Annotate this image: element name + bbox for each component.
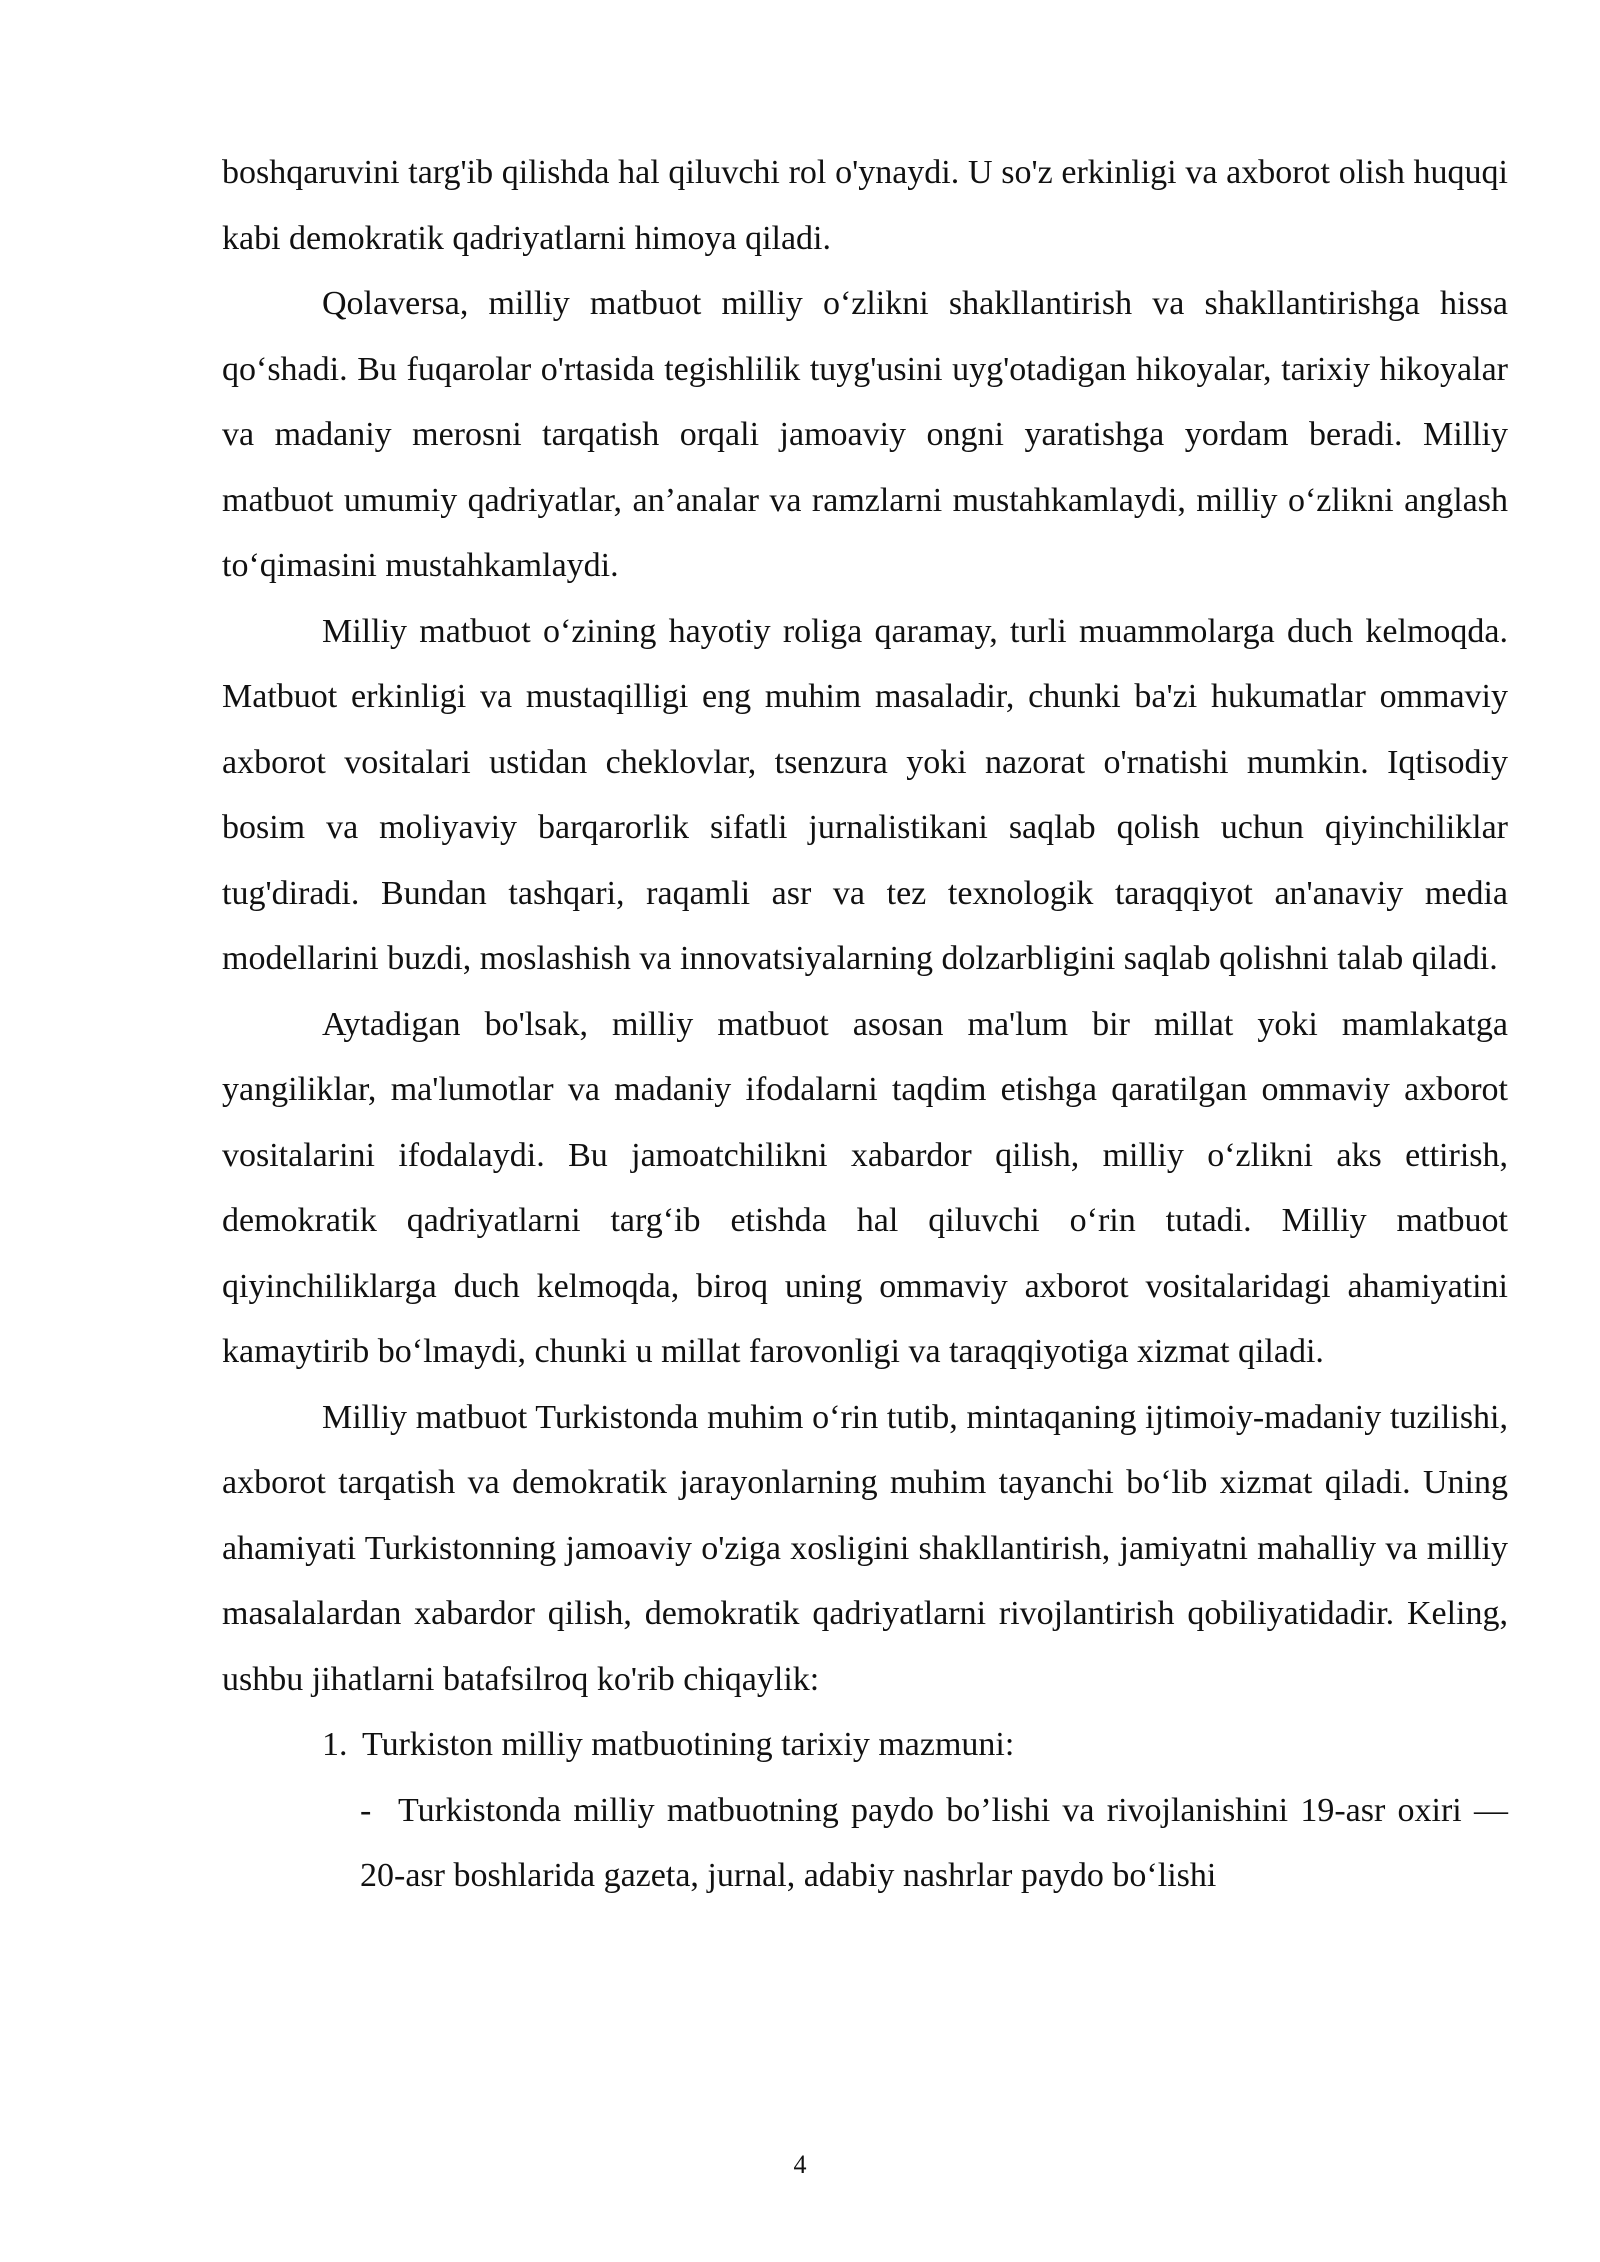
paragraph-challenges: Milliy matbuot o‘zining hayotiy roliga qaramay, turli muammolarga duch kelmoqda. Matbuot erkinligi va mustaqilligi eng muhim masaladir, chunki ba'zi hukumatlar ommaviy axborot vositalari ustidan cheklovlar, tsenzura yoki nazorat o'rnatishi mumkin. Iqtisodiy bosim va moliyaviy barqarorlik sifatli jurnalistikani saqlab qolish uchun qiyinchiliklar tug'diradi. Bundan tashqari, raqamli asr va tez texnologik taraqqiyot an'anaviy media modellarini buzdi, moslashish va innovatsiyalarning dolzarbligini saqlab qolishni talab qiladi. [222, 612, 1508, 977]
paragraph-summary: Aytadigan bo'lsak, milliy matbuot asosan ma'lum bir millat yoki mamlakatga yangiliklar, ma'lumotlar va madaniy ifodalarni taqdim etishga qaratilgan ommaviy axborot vositalarini ifodalaydi. Bu jamoatchilikni xabardor qilish, milliy o‘zlikni aks ettirish, demokratik qadriyatlarni targ‘ib etishda hal qiluvchi o‘rin tutadi. Milliy matbuot qiyinchiliklarga duch kelmoqda, biroq uning ommaviy axborot vositalaridagi ahamiyatini kamaytirib bo‘lmaydi, chunki u millat farovonligi va taraqqiyotiga xizmat qiladi. [222, 1005, 1508, 1370]
dash-list-item [222, 1778, 1508, 1909]
list-item-number: 1. [322, 1726, 348, 1763]
numbered-list-item [222, 1712, 1508, 1778]
list-item-text: Turkiston milliy matbuotining tarixiy mazmuni: [362, 1726, 1015, 1763]
dash-item-text: Turkistonda milliy matbuotning paydo bo’lishi va rivojlanishini 19-asr oxiri — 20-asr boshlarida gazeta, jurnal, adabiy nashrlar paydo bo‘lishi [360, 1791, 1508, 1894]
page-body [222, 140, 1508, 1909]
paragraph-national-identity: Qolaversa, milliy matbuot milliy o‘zlikni shakllantirish va shakllantirishga hissa qo‘shadi. Bu fuqarolar o'rtasida tegishlilik tuyg'usini uyg'otadigan hikoyalar, tarixiy hikoyalar va madaniy merosni tarqatish orqali jamoaviy ongni yaratishga yordam beradi. Milliy matbuot umumiy qadriyatlar, an’analar va ramzlarni mustahkamlaydi, milliy o‘zlikni anglash to‘qimasini mustahkamlaydi. [222, 285, 1508, 584]
page-number: 4 [793, 2150, 807, 2179]
paragraph-continuation: boshqaruvini targ'ib qilishda hal qiluvchi rol o'ynaydi. U so'z erkinligi va axborot olish huquqi kabi demokratik qadriyatlarni himoya qiladi. [222, 154, 1508, 257]
paragraph-turkistan: Milliy matbuot Turkistonda muhim o‘rin tutib, mintaqaning ijtimoiy-madaniy tuzilishi, axborot tarqatish va demokratik jarayonlarning muhim tayanchi bo‘lib xizmat qiladi. Uning ahamiyati Turkistonning jamoaviy o'ziga xosligini shakllantirish, jamiyatni mahalliy va milliy masalalardan xabardor qilish, demokratik qadriyatlarni rivojlantirish qobiliyatidadir. Keling, ushbu jihatlarni batafsilroq ko'rib chiqaylik: [222, 1398, 1508, 1698]
list-dash-marker: - [360, 1791, 372, 1829]
